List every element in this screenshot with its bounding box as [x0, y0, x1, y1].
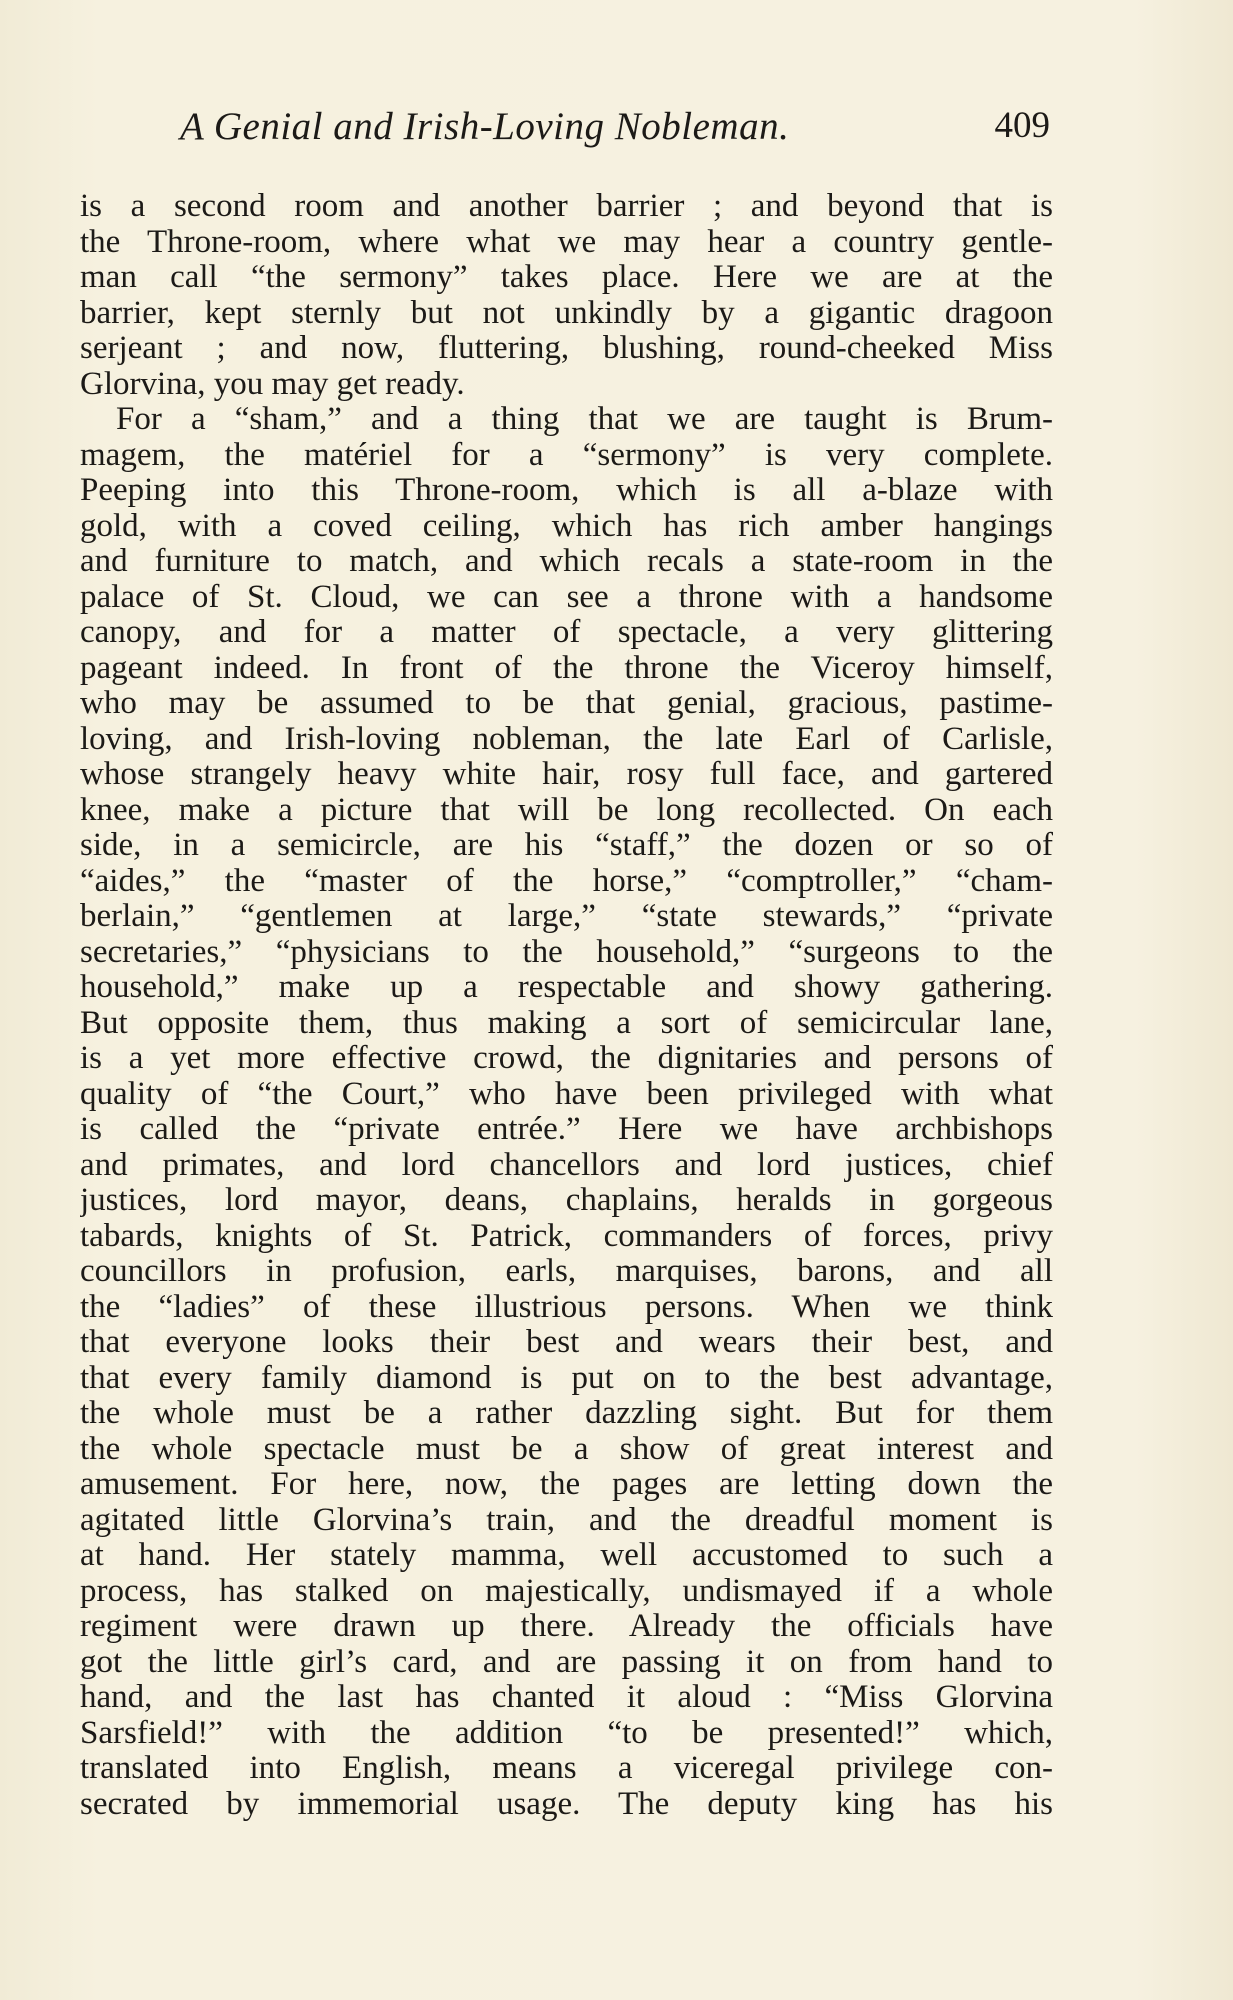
text-line: magem, the matériel for a “sermony” is very complete.	[80, 437, 1053, 473]
text-line: serjeant ; and now, fluttering, blushing, round-cheeked Miss	[80, 331, 1053, 366]
text-line: councillors in profusion, earls, marquises, barons, and all	[80, 1254, 1053, 1289]
text-line: palace of St. Cloud, we can see a throne with a handsome	[80, 579, 1053, 615]
text-line: the Throne-room, where what we may hear a country gentle-	[80, 224, 1053, 260]
text-line: secrated by immemorial usage. The deputy king has his	[80, 1786, 1053, 1822]
text-line: at hand. Her stately mamma, well accustomed to such a	[80, 1538, 1053, 1573]
text-line: Sarsfield!” with the addition “to be presented!” which,	[80, 1715, 1053, 1751]
text-line: For a “sham,” and a thing that we are taught is Brum-	[116, 402, 1053, 437]
text-line: process, has stalked on majestically, undismayed if a whole	[80, 1573, 1053, 1609]
page-number: 409	[994, 105, 1050, 146]
text-line: amusement. For here, now, the pages are letting down the	[80, 1467, 1053, 1502]
text-line: Glorvina, you may get ready.	[80, 366, 465, 402]
text-line: who may be assumed to be that genial, gracious, pastime-	[80, 686, 1053, 721]
text-line: that every family diamond is put on to the best advantage,	[80, 1360, 1053, 1396]
text-line: loving, and Irish-loving nobleman, the late Earl of Carlisle,	[80, 721, 1053, 757]
text-line: that everyone looks their best and wears their best, and	[80, 1325, 1053, 1360]
text-line: whose strangely heavy white hair, rosy full face, and gartered	[80, 757, 1053, 792]
text-line: quality of “the Court,” who have been privileged with what	[80, 1076, 1053, 1112]
text-line: is a second room and another barrier ; and beyond that is	[80, 189, 1053, 224]
text-line: the “ladies” of these illustrious persons. When we think	[80, 1289, 1053, 1325]
text-line: got the little girl’s card, and are passing it on from hand to	[80, 1644, 1053, 1680]
text-line: household,” make up a respectable and showy gathering.	[80, 970, 1053, 1005]
text-line: is a yet more effective crowd, the dignitaries and persons of	[80, 1041, 1053, 1076]
text-line: But opposite them, thus making a sort of semicircular lane,	[80, 1005, 1053, 1041]
text-line: barrier, kept sternly but not unkindly by a gigantic dragoon	[80, 295, 1053, 331]
text-line: regiment were drawn up there. Already the officials have	[80, 1609, 1053, 1644]
text-line: translated into English, means a viceregal privilege con-	[80, 1751, 1053, 1786]
page-header	[80, 104, 1050, 164]
text-line: gold, with a coved ceiling, which has rich amber hangings	[80, 508, 1053, 544]
text-line: canopy, and for a matter of spectacle, a very glittering	[80, 615, 1053, 650]
text-line: knee, make a picture that will be long recollected. On each	[80, 792, 1053, 828]
text-line: “aides,” the “master of the horse,” “comptroller,” “cham-	[80, 863, 1053, 899]
text-line: the whole must be a rather dazzling sight. But for them	[80, 1396, 1053, 1431]
text-line: justices, lord mayor, deans, chaplains, heralds in gorgeous	[80, 1183, 1053, 1218]
text-line: secretaries,” “physicians to the household,” “surgeons to the	[80, 934, 1053, 970]
text-line: berlain,” “gentlemen at large,” “state stewards,” “private	[80, 899, 1053, 934]
text-line: and furniture to match, and which recals a state-room in the	[80, 544, 1053, 579]
text-line: hand, and the last has chanted it aloud : “Miss Glorvina	[80, 1680, 1053, 1715]
text-line: is called the “private entrée.” Here we have archbishops	[80, 1112, 1053, 1147]
text-line: pageant indeed. In front of the throne the Viceroy himself,	[80, 650, 1053, 686]
text-line: side, in a semicircle, are his “staff,” the dozen or so of	[80, 828, 1053, 863]
running-title: A Genial and Irish-Loving Nobleman.	[180, 105, 790, 148]
text-line: man call “the sermony” takes place. Here we are at the	[80, 260, 1053, 295]
text-line: Peeping into this Throne-room, which is all a-blaze with	[80, 473, 1053, 508]
text-line: and primates, and lord chancellors and lord justices, chief	[80, 1147, 1053, 1183]
text-line: agitated little Glorvina’s train, and the dreadful moment is	[80, 1502, 1053, 1538]
body-text	[80, 189, 1053, 1822]
text-line: the whole spectacle must be a show of great interest and	[80, 1431, 1053, 1467]
text-line: tabards, knights of St. Patrick, commanders of forces, privy	[80, 1218, 1053, 1254]
